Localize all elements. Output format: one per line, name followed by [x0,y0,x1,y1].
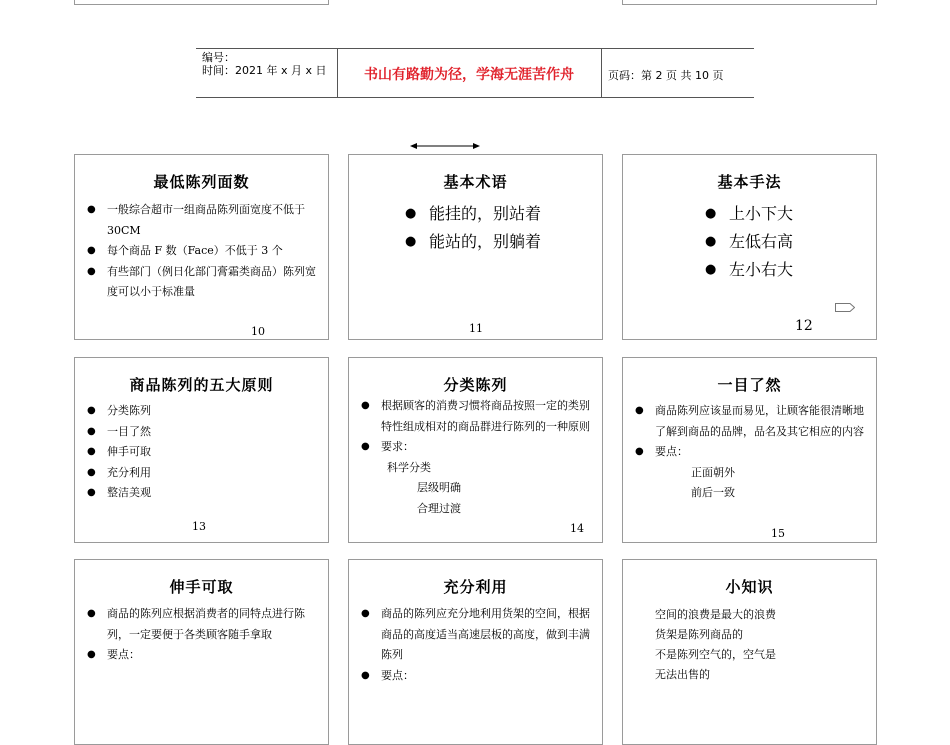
tip-line: 不是陈列空气的，空气是 [655,648,776,661]
list-item: ● 根据顾客的消费习惯将商品按照一定的类别特性组成相对的商品群进行陈列的一种原则 [361,396,592,437]
previous-page-card-left [74,0,329,5]
slide-card [348,154,603,340]
list-item: ● 要点： [635,442,866,463]
slide-title: 充分利用 [443,578,508,596]
bullet-list [87,401,318,504]
list-item: ● 商品的陈列应充分地利用货架的空间，根据商品的高度适当高速层板的高度，做到丰满陈列 [361,604,592,666]
slide-card [622,154,877,340]
sub-item: 科学分类 [387,460,431,474]
slide-title: 分类陈列 [443,376,508,394]
time-label: 时间：2021 年 x 月 x 日 [202,64,327,77]
slide-number: 11 [469,322,483,335]
sub-item: 正面朝外 [691,465,735,479]
bullet-list [87,604,318,666]
list-item: ● 要求： [361,437,592,458]
slide-title: 基本术语 [443,173,508,191]
tag-shape-icon [835,303,855,312]
slide-card [74,357,329,543]
bullet-list [705,200,866,284]
slide-card [74,154,329,340]
slide-card [622,559,877,745]
slide-number: 15 [771,527,785,540]
list-item: ● 左低右高 [705,228,866,256]
list-item: ● 伸手可取 [87,442,318,463]
sub-item: 层级明确 [417,481,461,494]
serial-label: 编号： [202,51,235,64]
bullet-list [87,200,318,303]
list-item: ● 商品陈列应该显而易见，让顾客能很清晰地了解到商品的品牌，品名及其它相应的内容 [635,401,866,442]
header-divider [601,49,602,97]
slide-title: 最低陈列面数 [153,173,250,191]
list-item: ● 商品的陈列应根据消费者的同特点进行陈列，一定要便于各类顾客随手拿取 [87,604,318,645]
list-item: ● 整洁美观 [87,483,318,504]
slide-number: 10 [251,325,265,338]
bullet-list [361,604,592,686]
sub-item: 前后一致 [691,486,735,499]
list-item: ● 一般综合超市一组商品陈列面宽度不低于 30CM [87,200,318,241]
list-item: ● 分类陈列 [87,401,318,422]
slide-title: 伸手可取 [169,578,234,596]
list-item: ● 要点： [361,666,592,687]
page-number: 页码：第 2 页 共 10 页 [608,69,724,82]
list-item: ● 每个商品 F 数（Face）不低于 3 个 [87,241,318,262]
bullet-list [361,396,592,519]
header-motto: 书山有路勤为径，学海无涯苦作舟 [364,67,574,83]
sub-item: 合理过渡 [417,501,461,515]
page-header [196,48,754,98]
tip-line: 无法出售的 [655,668,710,681]
tip-text [655,605,776,685]
list-item: ● 一目了然 [87,422,318,443]
list-item: ● 能挂的，别站着 [405,200,592,228]
slide-title: 小知识 [725,578,774,596]
bullet-list [635,401,866,504]
list-item: ● 上小下大 [705,200,866,228]
previous-page-card-right [622,0,877,5]
tip-line: 货架是陈列商品的 [655,628,743,641]
double-arrow-icon [410,140,480,152]
slide-number: 14 [570,522,584,535]
slide-title: 商品陈列的五大原则 [129,376,274,394]
list-item: ● 要点： [87,645,318,666]
header-meta [202,51,327,77]
list-item: ● 充分利用 [87,463,318,484]
slide-card [348,559,603,745]
slide-card [622,357,877,543]
tip-line: 空间的浪费是最大的浪费 [655,608,776,621]
list-item: ● 能站的，别躺着 [405,228,592,256]
slide-title: 一目了然 [717,376,782,394]
slide-number: 13 [192,520,206,533]
list-item: ● 左小右大 [705,256,866,284]
list-item: ● 有些部门（例日化部门膏霜类商品）陈列宽度可以小于标准量 [87,262,318,303]
slide-title: 基本手法 [717,173,782,191]
slide-number: 12 [795,318,813,334]
bullet-list [405,200,592,256]
slide-card [348,357,603,543]
slide-card [74,559,329,745]
